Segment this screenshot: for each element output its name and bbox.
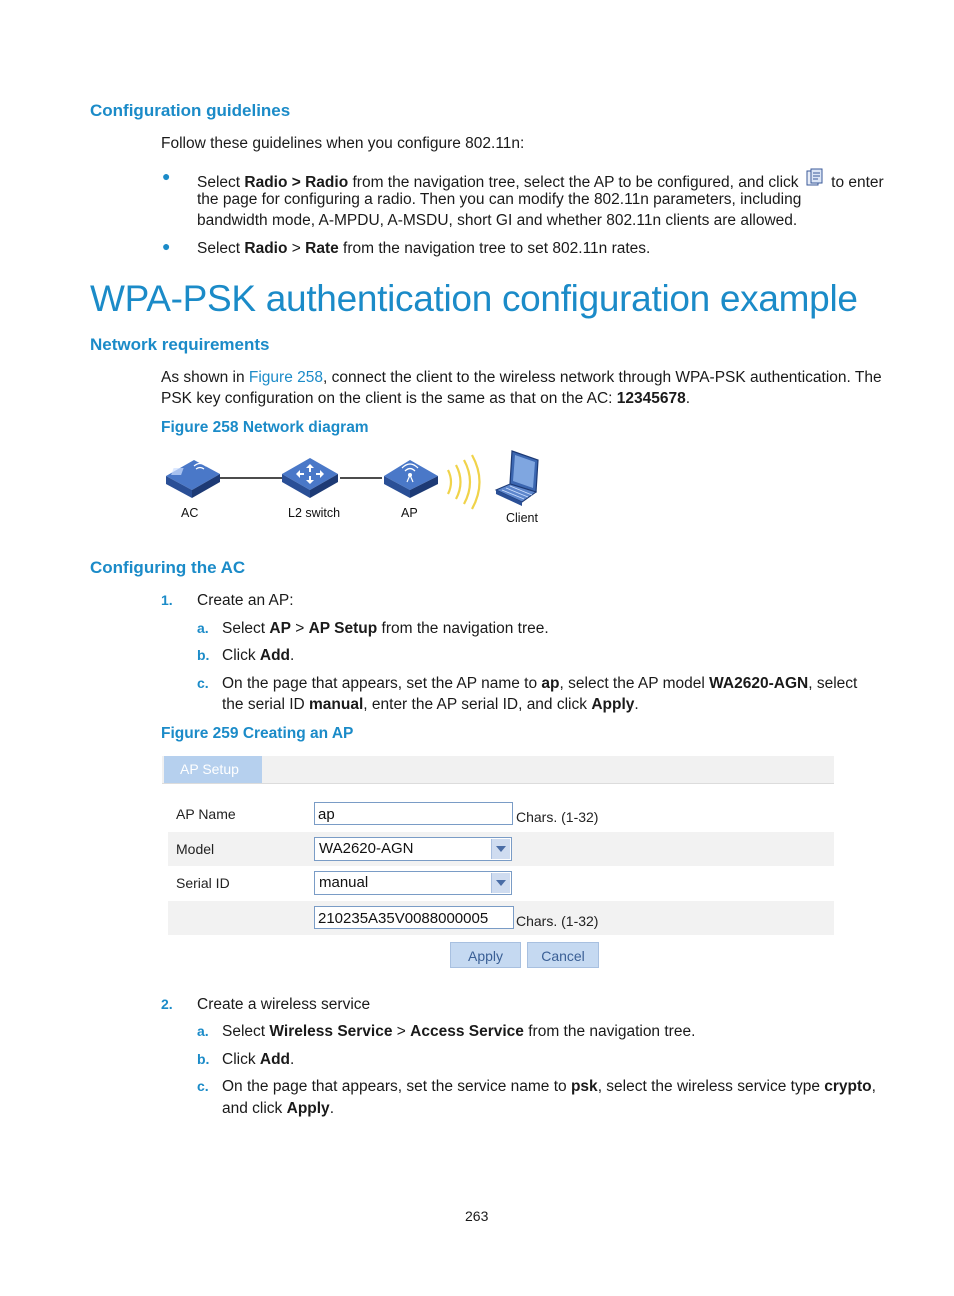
cancel-button[interactable]: Cancel — [527, 942, 599, 968]
text: Select — [222, 1023, 270, 1040]
button-ref: Add — [259, 647, 291, 664]
figure-258-link[interactable]: Figure 258 — [248, 369, 323, 386]
text: . — [290, 647, 295, 664]
text: . — [290, 1051, 295, 1068]
step-1a-text — [222, 618, 549, 639]
value-ref: ap — [541, 675, 560, 692]
form-row-serial-number — [168, 901, 834, 935]
tab-ap-setup[interactable]: AP Setup — [164, 756, 262, 783]
form-row-model — [168, 832, 834, 866]
text: from the navigation tree. — [523, 1023, 696, 1040]
ac-device-icon — [162, 456, 222, 501]
ap-name-hint: Chars. (1-32) — [516, 809, 599, 825]
ap-name-label: AP Name — [176, 806, 236, 822]
page-number: 263 — [465, 1208, 489, 1224]
substep-letter: c. — [197, 675, 209, 691]
step-number: 1. — [161, 592, 173, 608]
menu-item: AP — [269, 620, 291, 637]
text: from the navigation tree, select the AP to be configured, and click — [348, 174, 803, 191]
network-requirements-para-line1 — [161, 367, 882, 388]
button-ref: Apply — [286, 1100, 330, 1117]
menu-item: Rate — [305, 240, 339, 257]
text: Click — [222, 647, 260, 664]
text: > — [287, 240, 306, 257]
value-ref: psk — [570, 1078, 598, 1095]
client-laptop-icon — [492, 448, 548, 510]
text: Select — [222, 620, 270, 637]
text: > — [290, 620, 309, 637]
text: the serial ID — [222, 696, 310, 713]
text: Select — [197, 174, 245, 191]
psk-key: 12345678 — [616, 390, 686, 407]
menu-item: Wireless Service — [269, 1023, 393, 1040]
section-heading-configuration-guidelines: Configuration guidelines — [90, 101, 291, 120]
step-1c-text-line1 — [222, 673, 857, 694]
value-ref: WA2620-AGN — [709, 675, 809, 692]
diagram-label-ac: AC — [181, 506, 199, 520]
text: Click — [222, 1051, 260, 1068]
menu-item: AP Setup — [308, 620, 378, 637]
substep-letter: a. — [197, 1023, 209, 1039]
step-2a-text — [222, 1021, 695, 1042]
diagram-label-ap: AP — [401, 506, 418, 520]
wireless-signal-icon — [442, 452, 492, 512]
text: from the navigation tree. — [377, 620, 549, 637]
model-select[interactable] — [314, 837, 512, 861]
text: . — [634, 696, 639, 713]
step-2b-text — [222, 1049, 294, 1070]
menu-item: Radio — [244, 240, 288, 257]
text: , select the wireless service type — [597, 1078, 825, 1095]
serial-number-input[interactable]: 210235A35V0088000005 — [314, 906, 514, 929]
substep-letter: b. — [197, 1051, 210, 1067]
value-ref: crypto — [824, 1078, 872, 1095]
text: and click — [222, 1100, 287, 1117]
form-row-ap-name — [168, 797, 834, 831]
serial-id-label: Serial ID — [176, 875, 230, 891]
value-ref: manual — [309, 696, 364, 713]
section-heading-configuring-ac: Configuring the AC — [90, 558, 246, 577]
bullet-item-rate — [197, 238, 650, 259]
substep-letter: b. — [197, 647, 210, 663]
text: PSK key configuration on the client is the same as that on the AC: — [161, 390, 617, 407]
text: to enter — [826, 174, 884, 191]
ap-name-input[interactable]: ap — [314, 802, 513, 825]
serial-id-select-value: manual — [319, 874, 369, 891]
step-1b-text — [222, 645, 294, 666]
bullet-icon: ● — [162, 168, 171, 184]
figure-259-caption: Figure 259 Creating an AP — [161, 725, 354, 742]
text: , select — [808, 675, 858, 692]
form-row-serial-id — [168, 866, 834, 900]
bullet-item-radio-line2: the page for configuring a radio. Then you can modify the 802.11n parameters, including — [197, 191, 802, 208]
text: , connect the client to the wireless network through WPA-PSK authentication. The — [323, 369, 882, 386]
step-1c-text-line2 — [222, 694, 639, 715]
switch-device-icon — [278, 456, 342, 501]
text: Select — [197, 240, 245, 257]
step-2c-text-line2 — [222, 1098, 334, 1119]
ap-setup-tab-bar — [162, 756, 834, 784]
text: On the page that appears, set the service name to — [222, 1078, 571, 1095]
serial-number-hint: Chars. (1-32) — [516, 913, 599, 929]
menu-path: Radio > Radio — [244, 174, 349, 191]
page-title: WPA-PSK authentication configuration example — [90, 278, 858, 319]
radio-config-icon — [806, 168, 824, 186]
model-select-value: WA2620-AGN — [319, 840, 414, 857]
text: > — [392, 1023, 411, 1040]
ap-device-icon — [380, 456, 440, 501]
model-label: Model — [176, 841, 215, 857]
text: from the navigation tree to set 802.11n rates. — [338, 240, 651, 257]
step-1-text: Create an AP: — [197, 592, 294, 609]
text: , select the AP model — [559, 675, 710, 692]
substep-letter: c. — [197, 1078, 209, 1094]
guidelines-intro: Follow these guidelines when you configure 802.11n: — [161, 135, 525, 152]
bullet-icon: ● — [162, 238, 171, 254]
text: As shown in — [161, 369, 249, 386]
menu-item: Access Service — [410, 1023, 524, 1040]
bullet-item-radio-line3: bandwidth mode, A-MPDU, A-MSDU, short GI and whether 802.11n clients are allowed. — [197, 212, 798, 229]
network-requirements-para-line2 — [161, 388, 690, 409]
text: . — [329, 1100, 334, 1117]
text: On the page that appears, set the AP name to — [222, 675, 542, 692]
button-ref: Apply — [591, 696, 635, 713]
diagram-label-switch: L2 switch — [288, 506, 341, 520]
step-2c-text-line1 — [222, 1076, 876, 1097]
button-ref: Add — [259, 1051, 291, 1068]
substep-letter: a. — [197, 620, 209, 636]
text: , — [871, 1078, 876, 1095]
text: , enter the AP serial ID, and click — [363, 696, 592, 713]
chevron-down-icon[interactable] — [491, 839, 510, 859]
apply-button[interactable]: Apply — [450, 942, 521, 968]
serial-id-select[interactable] — [314, 871, 512, 895]
step-2-text: Create a wireless service — [197, 996, 371, 1013]
figure-258-caption: Figure 258 Network diagram — [161, 419, 369, 436]
section-heading-network-requirements: Network requirements — [90, 335, 270, 354]
text: . — [685, 390, 691, 407]
network-diagram — [160, 448, 560, 533]
diagram-label-client: Client — [506, 511, 538, 525]
step-number: 2. — [161, 996, 173, 1012]
chevron-down-icon[interactable] — [491, 873, 510, 893]
